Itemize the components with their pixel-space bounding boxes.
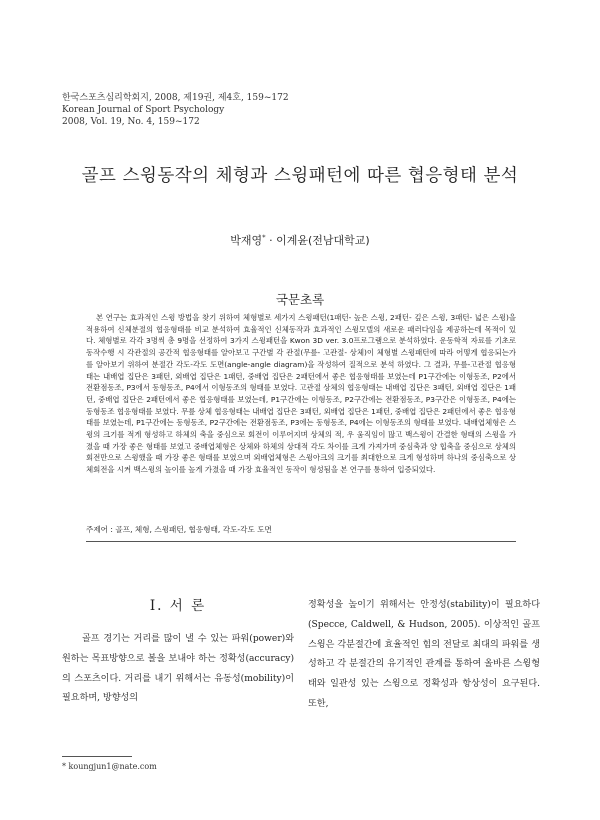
journal-header-line2: Korean Journal of Sport Psychology <box>62 105 225 115</box>
author-rest: · 이계윤(전남대학교) <box>265 234 370 247</box>
abstract-text: 본 연구는 효과적인 스윙 방법을 찾기 위하여 체형별로 세가지 스윙패턴(1패턴- 높은 스윙, 2패턴- 깊은 스윙, 3패턴- 넓은 스윙)을 적용하여 신체분절의 협응형태를 비교 분석하여 효율적인 신체동작과 효과적인 스윙모델의 새로운 패러다임을 제공하는데 목적이 있다. 체형별로 각각 3명씩 총 9명을 선정하여 3가지 스윙패턴을 Kwon 3D ver. 3.0프로그램으로 분석하였다. 운동학적 자료를 기초로 동작수행 시 각관절의 공간적 협응형태를 알아보고 구간별 각 관절(무릎- 고관절- 상체)이 체형별 스윙패턴에 따라 어떻게 협응되는가를 알아보기 위하여 분절간 각도-각도 도면(angle-angle diagram)을 작성하여 질적으로 분석 하였다. 그 결과, 무릎-고관절 협응형태는 내배엽 집단은 3패턴, 외배엽 집단은 1패턴, 중배엽 집단은 2패턴에서 좋은 협응형태를 보였는데 P1구간에는 이형동조, P2에서 전환점동조, P3에서 동형동조, P4에서 이형동조의 형태를 보였다. 고관절 상체의 협응형태는 내배엽 집단은 3패턴, 외배엽 집단은 1패턴, 중배엽 집단은 2패턴에서 좋은 협응형태를 보였는데, P1구간에는 이형동조, P2구간에는 전환점동조, P3구간은 이형동조, P4에는 동형동조 협응형태를 보였다. 무릎 상체 협응형태는 내배엽 집단은 3패턴, 외배엽 집단은 1패턴, 중배엽 집단은 2패턴에서 좋은 협응형태를 보였는데, P1구간에는 동형동조, P2구간에는 전환점동조, P3에는 동형동조, P4에는 이형동조의 형태를 보였다. 내배엽체형은 스윙의 크기를 적게 형성하고 하체의 축을 중심으로 회전이 이루어지며 상체의 적, 우 움직임이 많고 백스윙이 간결한 형태의 스윙을 가졌을 때 가장 좋은 형태를 보였고 중배엽체형은 상체와 하체의 상대적 각도 차이를 크게 가져가며 중심축과 양 힙축을 중심으로 상체의 회전만으로 스윙했을 때 가장 좋은 형태를 보였으며 외배엽체형은 스윙아크의 크기를 최대한으로 크게 형성하며 하나의 중심축으로 상체회전을 시켜 백스윙의 높이를 높게 가졌을 때 가장 효율적인 동작이 형성됨을 본 연구를 통하여 입증되었다. <box>86 313 516 475</box>
intro-right-column <box>308 596 540 715</box>
abstract-heading: 국문초록 <box>275 292 325 307</box>
abstract-divider <box>86 541 516 542</box>
journal-header <box>62 92 289 128</box>
section-heading-introduction: I. 서 론 <box>149 598 207 614</box>
journal-header-line3: 2008, Vol. 19, No. 4, 159~172 <box>62 117 200 127</box>
abstract-body <box>86 312 516 476</box>
keywords-line: 주제어 : 골프, 체형, 스윙패턴, 협응형태, 각도-각도 도면 <box>86 525 272 534</box>
intro-left-paragraph: 골프 경기는 거리를 많이 낼 수 있는 파워(power)와 원하는 목표방향으로 볼을 보내야 하는 정확성(accuracy)의 스포츠이다. 거리를 내기 위해서는 유동성(mobility)이 필요하며, 방향성의 <box>62 634 294 704</box>
corresponding-author-mark: * <box>262 233 266 242</box>
journal-header-line1: 한국스포츠심리학회지, 2008, 제19권, 제4호, 159~172 <box>62 93 289 103</box>
footnote-email: * koungjun1@nate.com <box>62 762 157 771</box>
intro-right-paragraph: 정확성을 높이기 위해서는 안정성(stability)이 필요하다(Specce, Caldwell, & Hudson, 2005). 이상적인 골프스윙은 각분절간에 효율적인 힘의 전달로 최대의 파워를 생성하고 각 분절간의 유기적인 관계를 통하여 올바른 스윙형태와 일관성 있는 스윙으로 정확성과 항상성이 요구된다. 또한, <box>308 600 540 709</box>
paper-title: 골프 스윙동작의 체형과 스윙패턴에 따른 협응형태 분석 <box>81 166 519 186</box>
intro-left-column <box>62 630 294 709</box>
footnote-divider <box>62 756 132 757</box>
author-line <box>0 232 600 248</box>
author-name-1: 박재영 <box>230 234 263 247</box>
